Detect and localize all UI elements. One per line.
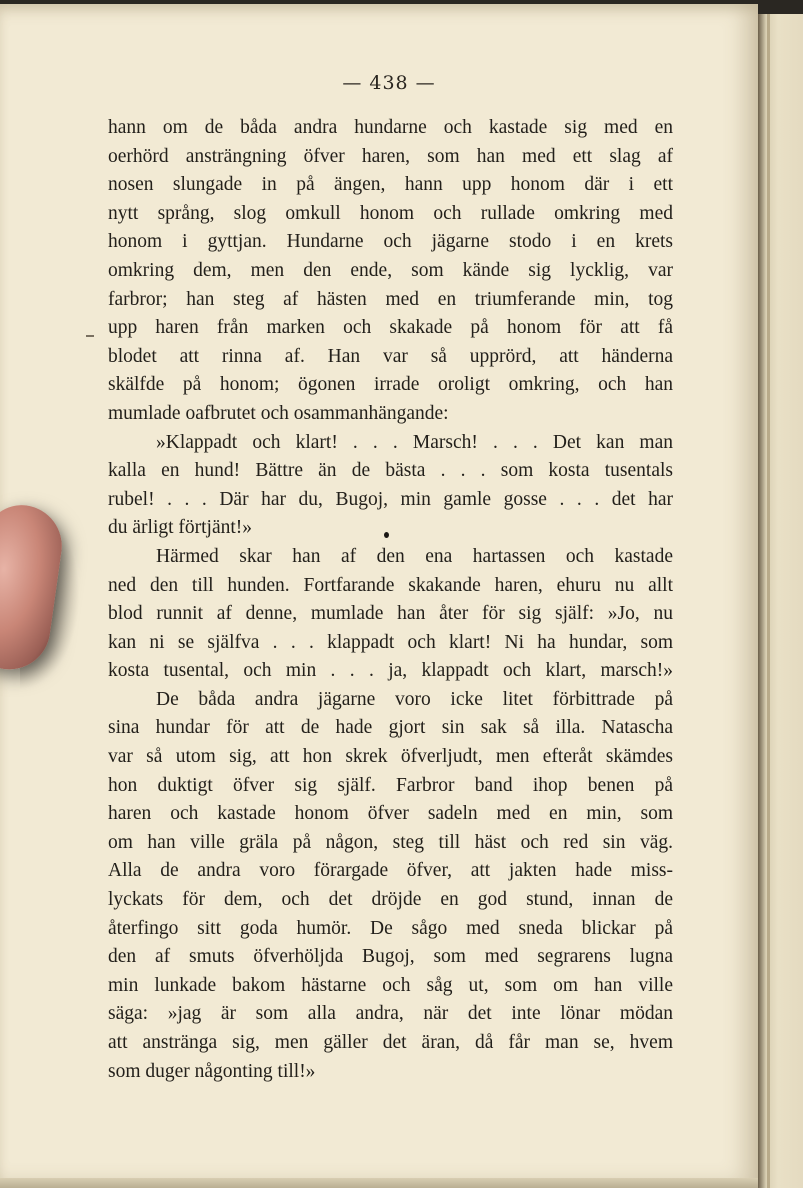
text-line: min lunkade bakom hästarne och såg ut, som om han ville (108, 974, 673, 996)
text-line: farbror; han steg af hästen med en triumferande min, tog (108, 288, 673, 310)
text-line: den af smuts öfverhöljda Bugoj, som med segrarens lugna (108, 946, 673, 968)
text-line: att anstränga sig, men gäller det äran, då får man se, hvem (108, 1032, 673, 1053)
page-gutter-line (767, 14, 770, 1188)
text-line: rubel! . . . Där har du, Bugoj, min gamle gosse . . . det har (108, 488, 673, 510)
text-line: De båda andra jägarne voro icke litet förbittrade på (156, 688, 673, 710)
text-line: hon duktigt öfver sig själf. Farbror band ihop benen på (108, 774, 673, 796)
text-line: blod runnit af denne, mumlade han åter för sig själf: »Jo, nu (108, 603, 673, 625)
body-text (108, 114, 673, 1086)
text-line: nytt språng, slog omkull honom och rullade omkring med (108, 202, 673, 224)
page-bottom-edge (0, 1178, 758, 1188)
text-line: Härmed skar han af den ena hartassen och kastade (156, 545, 673, 567)
next-page-edge (758, 14, 803, 1188)
text-line: ned den till hunden. Fortfarande skakande haren, ehuru nu allt (108, 574, 673, 596)
text-line: du ärligt förtjänt!» (108, 517, 253, 539)
page-number: — 438 — (342, 72, 436, 94)
text-line: om han ville gräla på någon, steg till häst och red sin väg. (108, 831, 673, 853)
text-line: skälfde på honom; ögonen irrade oroligt omkring, och han (108, 374, 673, 396)
text-line: omkring dem, men den ende, som kände sig lycklig, var (108, 259, 673, 281)
text-line: kalla en hund! Bättre än de bästa . . . som kosta tusentals (108, 460, 673, 482)
text-line: som duger någonting till!» (108, 1060, 316, 1082)
text-line: mumlade oafbrutet och osammanhängande: (108, 402, 449, 424)
text-line: Alla de andra voro förargade öfver, att jakten hade miss- (108, 860, 673, 882)
text-line: haren och kastade honom öfver sadeln med en min, som (108, 803, 673, 825)
text-line: blodet att rinna af. Han var så upprörd, att händerna (108, 345, 673, 367)
text-line: hann om de båda andra hundarne och kastade sig med en (108, 117, 673, 138)
text-line: lyckats för dem, och det dröjde en god stund, innan de (108, 889, 673, 911)
text-line: »Klappadt och klart! . . . Marsch! . . . Det kan man (156, 431, 673, 453)
text-line: återfingo sitt goda humör. De sågo med sneda blickar på (108, 917, 673, 939)
text-line: kan ni se själfva . . . klappadt och klart! Ni ha hundar, som (108, 631, 673, 653)
ink-dot (384, 532, 389, 538)
text-line: säga: »jag är som alla andra, när det inte lönar mödan (108, 1003, 673, 1025)
text-line: kosta tusental, och min . . . ja, klappadt och klart, marsch!» (108, 660, 673, 682)
text-line: nosen slungade in på ängen, hann upp honom där i ett (108, 174, 673, 196)
text-line: upp haren från marken och skakade på honom för att få (108, 317, 673, 339)
text-line: var så utom sig, att hon skrek öfverljudt, men efteråt skämdes (108, 746, 673, 768)
text-line: oerhörd ansträngning öfver haren, som han med ett slag af (108, 145, 673, 167)
text-line: sina hundar för att de hade gjort sin sak så illa. Natascha (108, 717, 673, 739)
text-line: honom i gyttjan. Hundarne och jägarne stodo i en krets (108, 231, 673, 253)
margin-mark (86, 335, 94, 337)
